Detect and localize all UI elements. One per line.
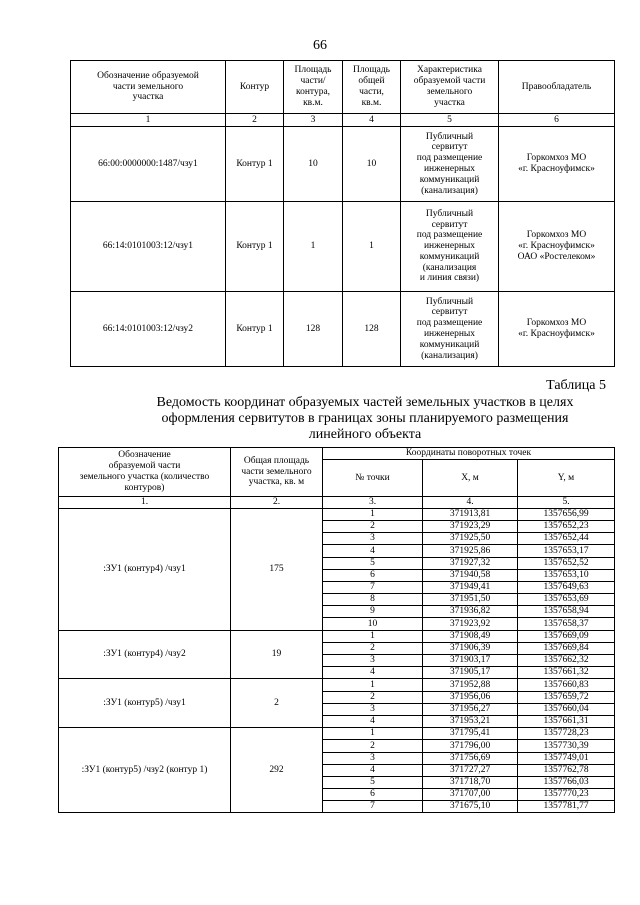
x-coordinate: 371795,41: [423, 728, 518, 740]
header-area-part: Площадь части/ контура, кв.м.: [284, 61, 343, 114]
col-number: 3: [284, 114, 343, 127]
y-coordinate: 1357762,78: [518, 764, 615, 776]
y-coordinate: 1357658,37: [518, 618, 615, 630]
contour: Контур 1: [226, 202, 284, 292]
point-number: 1: [323, 508, 423, 520]
x-coordinate: 371953,21: [423, 715, 518, 727]
table-title-line: линейного объекта: [308, 427, 422, 442]
x-coordinate: 371796,00: [423, 740, 518, 752]
part-area: 292: [231, 728, 323, 813]
x-coordinate: 371936,82: [423, 606, 518, 618]
x-coordinate: 371913,81: [423, 508, 518, 520]
area-total: 10: [343, 127, 401, 202]
owner: Горкомхоз МО «г. Красноуфимск»: [499, 292, 615, 367]
part-id: 66:14:0101003:12/чзу1: [71, 202, 226, 292]
point-number: 4: [323, 545, 423, 557]
point-number: 7: [323, 581, 423, 593]
header-x: X, м: [423, 460, 518, 497]
y-coordinate: 1357652,44: [518, 533, 615, 545]
header-area-total: Площадь общей части, кв.м.: [343, 61, 401, 114]
y-coordinate: 1357658,94: [518, 606, 615, 618]
header-point-number: № точки: [323, 460, 423, 497]
x-coordinate: 371908,49: [423, 630, 518, 642]
header-description: Характеристика образуемой части земельного участка: [401, 61, 499, 114]
area-total: 1: [343, 202, 401, 292]
header-owner: Правообладатель: [499, 61, 615, 114]
y-coordinate: 1357653,10: [518, 569, 615, 581]
x-coordinate: 371951,50: [423, 594, 518, 606]
x-coordinate: 371903,17: [423, 655, 518, 667]
coordinates-table: [58, 447, 615, 813]
part-designation: :ЗУ1 (контур5) /чзу1: [59, 679, 231, 728]
col-number: 6: [499, 114, 615, 127]
x-coordinate: 371956,06: [423, 691, 518, 703]
col-number: 2.: [231, 497, 323, 509]
point-number: 3: [323, 655, 423, 667]
point-number: 5: [323, 776, 423, 788]
x-coordinate: 371718,70: [423, 776, 518, 788]
table-row: [71, 202, 615, 292]
part-id: 66:00:0000000:1487/чзу1: [71, 127, 226, 202]
owner: Горкомхоз МО «г. Красноуфимск» ОАО «Ростелеком»: [499, 202, 615, 292]
part-area: 19: [231, 630, 323, 679]
description: Публичный сервитут под размещение инженерных коммуникаций (канализация и линия связи): [401, 202, 499, 292]
part-area: 2: [231, 679, 323, 728]
y-coordinate: 1357770,23: [518, 789, 615, 801]
col-number: 4.: [423, 497, 518, 509]
col-number: 1.: [59, 497, 231, 509]
x-coordinate: 371925,50: [423, 533, 518, 545]
x-coordinate: 371727,27: [423, 764, 518, 776]
point-number: 4: [323, 667, 423, 679]
y-coordinate: 1357661,32: [518, 667, 615, 679]
y-coordinate: 1357669,09: [518, 630, 615, 642]
table-row: [59, 728, 615, 740]
contour: Контур 1: [226, 127, 284, 202]
y-coordinate: 1357730,39: [518, 740, 615, 752]
table-title: [100, 395, 630, 443]
table-row: [71, 127, 615, 202]
x-coordinate: 371949,41: [423, 581, 518, 593]
area-part: 10: [284, 127, 343, 202]
x-coordinate: 371675,10: [423, 801, 518, 813]
header-coordinates: Координаты поворотных точек: [323, 448, 615, 460]
point-number: 5: [323, 557, 423, 569]
col-number: 4: [343, 114, 401, 127]
point-number: 6: [323, 789, 423, 801]
table-title-line: оформления сервитутов в границах зоны планируемого размещения: [161, 411, 569, 426]
x-coordinate: 371923,92: [423, 618, 518, 630]
area-part: 128: [284, 292, 343, 367]
area-part: 1: [284, 202, 343, 292]
point-number: 7: [323, 801, 423, 813]
point-number: 1: [323, 728, 423, 740]
part-designation: :ЗУ1 (контур4) /чзу2: [59, 630, 231, 679]
area-total: 128: [343, 292, 401, 367]
y-coordinate: 1357659,72: [518, 691, 615, 703]
point-number: 10: [323, 618, 423, 630]
y-coordinate: 1357653,69: [518, 594, 615, 606]
point-number: 9: [323, 606, 423, 618]
point-number: 8: [323, 594, 423, 606]
col-number: 5: [401, 114, 499, 127]
header-y: Y, м: [518, 460, 615, 497]
point-number: 1: [323, 630, 423, 642]
header-designation: Обозначение образуемой части земельного участка: [71, 61, 226, 114]
column-number-row: [59, 497, 615, 509]
col-number: 3.: [323, 497, 423, 509]
x-coordinate: 371923,29: [423, 520, 518, 532]
description: Публичный сервитут под размещение инженерных коммуникаций (канализация): [401, 292, 499, 367]
y-coordinate: 1357649,63: [518, 581, 615, 593]
y-coordinate: 1357661,31: [518, 715, 615, 727]
point-number: 1: [323, 679, 423, 691]
table-row: [71, 292, 615, 367]
y-coordinate: 1357653,17: [518, 545, 615, 557]
table-row: [59, 630, 615, 642]
table-title-line: Ведомость координат образуемых частей земельных участков в целях: [156, 395, 574, 410]
x-coordinate: 371925,86: [423, 545, 518, 557]
column-number-row: [71, 114, 615, 127]
owner: Горкомхоз МО «г. Красноуфимск»: [499, 127, 615, 202]
y-coordinate: 1357669,84: [518, 642, 615, 654]
point-number: 4: [323, 715, 423, 727]
header-designation: Обозначение образуемой части земельного участка (количество контуров): [59, 448, 231, 497]
point-number: 6: [323, 569, 423, 581]
table-row: [59, 679, 615, 691]
x-coordinate: 371940,58: [423, 569, 518, 581]
point-number: 2: [323, 642, 423, 654]
contour: Контур 1: [226, 292, 284, 367]
part-id: 66:14:0101003:12/чзу2: [71, 292, 226, 367]
page-number: 66: [313, 38, 327, 53]
x-coordinate: 371756,69: [423, 752, 518, 764]
y-coordinate: 1357660,83: [518, 679, 615, 691]
y-coordinate: 1357781,77: [518, 801, 615, 813]
description: Публичный сервитут под размещение инженерных коммуникаций (канализация): [401, 127, 499, 202]
point-number: 3: [323, 703, 423, 715]
y-coordinate: 1357652,52: [518, 557, 615, 569]
x-coordinate: 371952,88: [423, 679, 518, 691]
col-number: 5.: [518, 497, 615, 509]
x-coordinate: 371906,39: [423, 642, 518, 654]
y-coordinate: 1357652,23: [518, 520, 615, 532]
header-contour: Контур: [226, 61, 284, 114]
table-row: [59, 508, 615, 520]
point-number: 2: [323, 691, 423, 703]
point-number: 4: [323, 764, 423, 776]
servitude-parts-table: [70, 60, 615, 367]
header-area: Общая площадь части земельного участка, кв. м: [231, 448, 323, 497]
x-coordinate: 371927,32: [423, 557, 518, 569]
x-coordinate: 371707,00: [423, 789, 518, 801]
y-coordinate: 1357766,03: [518, 776, 615, 788]
point-number: 2: [323, 740, 423, 752]
x-coordinate: 371956,27: [423, 703, 518, 715]
y-coordinate: 1357660,04: [518, 703, 615, 715]
part-designation: :ЗУ1 (контур4) /чзу1: [59, 508, 231, 630]
table-header-row: [71, 61, 615, 114]
part-designation: :ЗУ1 (контур5) /чзу2 (контур 1): [59, 728, 231, 813]
point-number: 3: [323, 533, 423, 545]
point-number: 3: [323, 752, 423, 764]
part-area: 175: [231, 508, 323, 630]
y-coordinate: 1357662,32: [518, 655, 615, 667]
point-number: 2: [323, 520, 423, 532]
col-number: 2: [226, 114, 284, 127]
y-coordinate: 1357749,01: [518, 752, 615, 764]
y-coordinate: 1357656,99: [518, 508, 615, 520]
table-header-row: [59, 448, 615, 460]
table-label: Таблица 5: [546, 378, 606, 393]
x-coordinate: 371905,17: [423, 667, 518, 679]
col-number: 1: [71, 114, 226, 127]
y-coordinate: 1357728,23: [518, 728, 615, 740]
